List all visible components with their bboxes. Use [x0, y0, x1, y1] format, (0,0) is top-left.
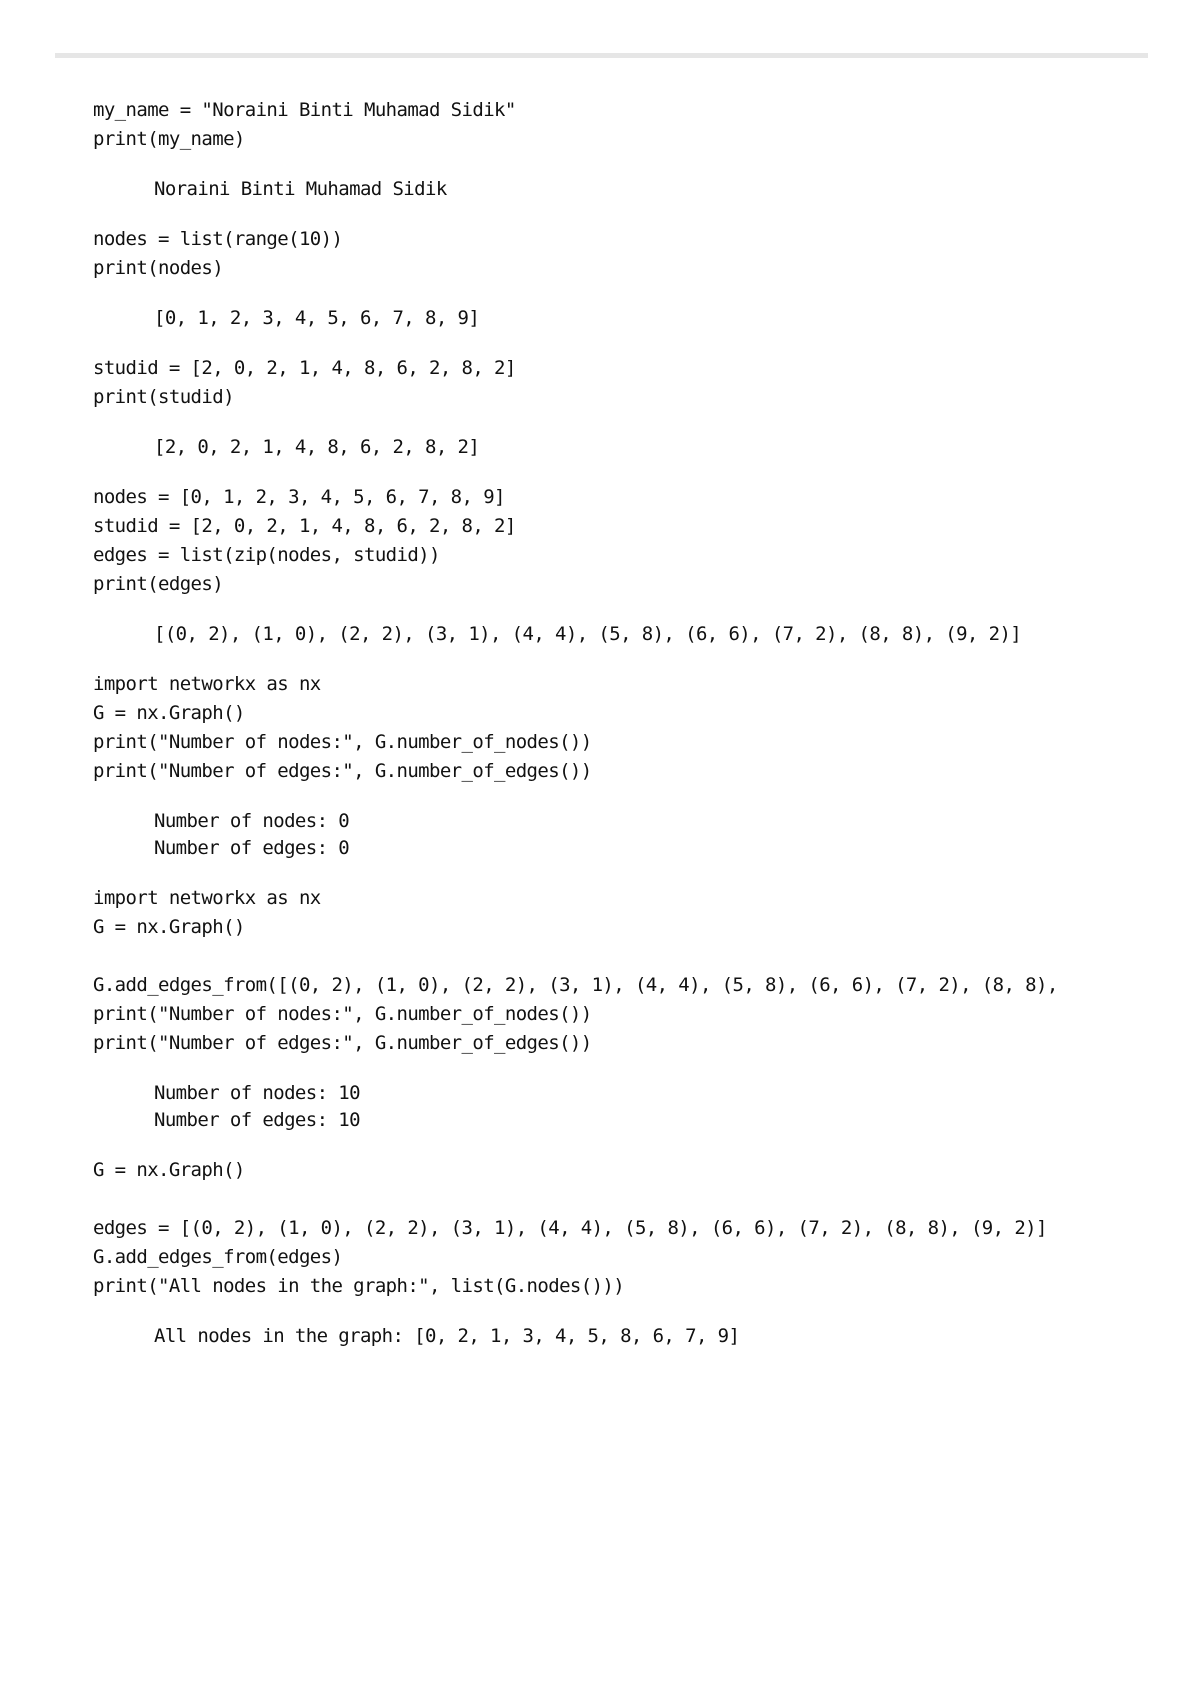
notebook-cell: [93, 483, 1173, 648]
code-line: edges = [(0, 2), (1, 0), (2, 2), (3, 1), (4, 4), (5, 8), (6, 6), (7, 2), (8, 8), (9, 2)]: [93, 1217, 1047, 1239]
code-line: print(nodes): [93, 257, 224, 279]
code-line: nodes = [0, 1, 2, 3, 4, 5, 6, 7, 8, 9]: [93, 486, 505, 508]
notebook-cell: [93, 225, 1173, 332]
notebook-cell: [93, 670, 1173, 862]
output-line: Number of nodes: 0: [154, 810, 350, 832]
code-line: [93, 942, 1173, 971]
code-line: edges = list(zip(nodes, studid)): [93, 544, 440, 566]
code-line: G = nx.Graph(): [93, 702, 245, 724]
code-line: studid = [2, 0, 2, 1, 4, 8, 6, 2, 8, 2]: [93, 357, 516, 379]
notebook-cell: [93, 96, 1173, 203]
code-block[interactable]: [93, 1156, 1173, 1301]
code-line: [93, 1185, 1173, 1214]
notebook-cell: [93, 884, 1173, 1134]
code-block[interactable]: [93, 670, 1173, 786]
code-line: import networkx as nx: [93, 673, 321, 695]
output-block: [93, 176, 1173, 203]
code-line: print("Number of nodes:", G.number_of_nodes()): [93, 1003, 592, 1025]
notebook-cell: [93, 354, 1173, 461]
code-line: print(edges): [93, 573, 224, 595]
output-line: [0, 1, 2, 3, 4, 5, 6, 7, 8, 9]: [154, 307, 480, 329]
code-line: nodes = list(range(10)): [93, 228, 343, 250]
code-line: print("Number of nodes:", G.number_of_nodes()): [93, 731, 592, 753]
code-line: print("Number of edges:", G.number_of_edges()): [93, 760, 592, 782]
output-line: [(0, 2), (1, 0), (2, 2), (3, 1), (4, 4), (5, 8), (6, 6), (7, 2), (8, 8), (9, 2)]: [154, 623, 1022, 645]
code-block[interactable]: [93, 884, 1173, 1058]
output-line: Noraini Binti Muhamad Sidik: [154, 178, 447, 200]
code-line: my_name = "Noraini Binti Muhamad Sidik": [93, 99, 516, 121]
output-line: All nodes in the graph: [0, 2, 1, 3, 4, 5, 8, 6, 7, 9]: [154, 1325, 740, 1347]
code-line: print(studid): [93, 386, 234, 408]
code-line: print("All nodes in the graph:", list(G.nodes())): [93, 1275, 625, 1297]
code-line: import networkx as nx: [93, 887, 321, 909]
code-line: G.add_edges_from(edges): [93, 1246, 343, 1268]
notebook: [93, 96, 1173, 1350]
code-line: studid = [2, 0, 2, 1, 4, 8, 6, 2, 8, 2]: [93, 515, 516, 537]
code-block[interactable]: [93, 225, 1173, 283]
code-block[interactable]: [93, 96, 1173, 154]
output-block: [93, 1323, 1173, 1350]
top-divider: [55, 53, 1148, 58]
code-line: print(my_name): [93, 128, 245, 150]
output-block: [93, 305, 1173, 332]
code-line: G.add_edges_from([(0, 2), (1, 0), (2, 2), (3, 1), (4, 4), (5, 8), (6, 6), (7, 2), (8, 8),: [93, 974, 1058, 996]
code-line: print("Number of edges:", G.number_of_edges()): [93, 1032, 592, 1054]
output-line: Number of edges: 10: [154, 1109, 360, 1131]
output-block: [93, 1080, 1173, 1134]
output-block: [93, 621, 1173, 648]
output-block: [93, 808, 1173, 862]
output-line: [2, 0, 2, 1, 4, 8, 6, 2, 8, 2]: [154, 436, 480, 458]
code-block[interactable]: [93, 354, 1173, 412]
output-line: Number of edges: 0: [154, 837, 350, 859]
code-line: G = nx.Graph(): [93, 916, 245, 938]
code-line: G = nx.Graph(): [93, 1159, 245, 1181]
output-line: Number of nodes: 10: [154, 1082, 360, 1104]
notebook-cell: [93, 1156, 1173, 1350]
code-block[interactable]: [93, 483, 1173, 599]
output-block: [93, 434, 1173, 461]
